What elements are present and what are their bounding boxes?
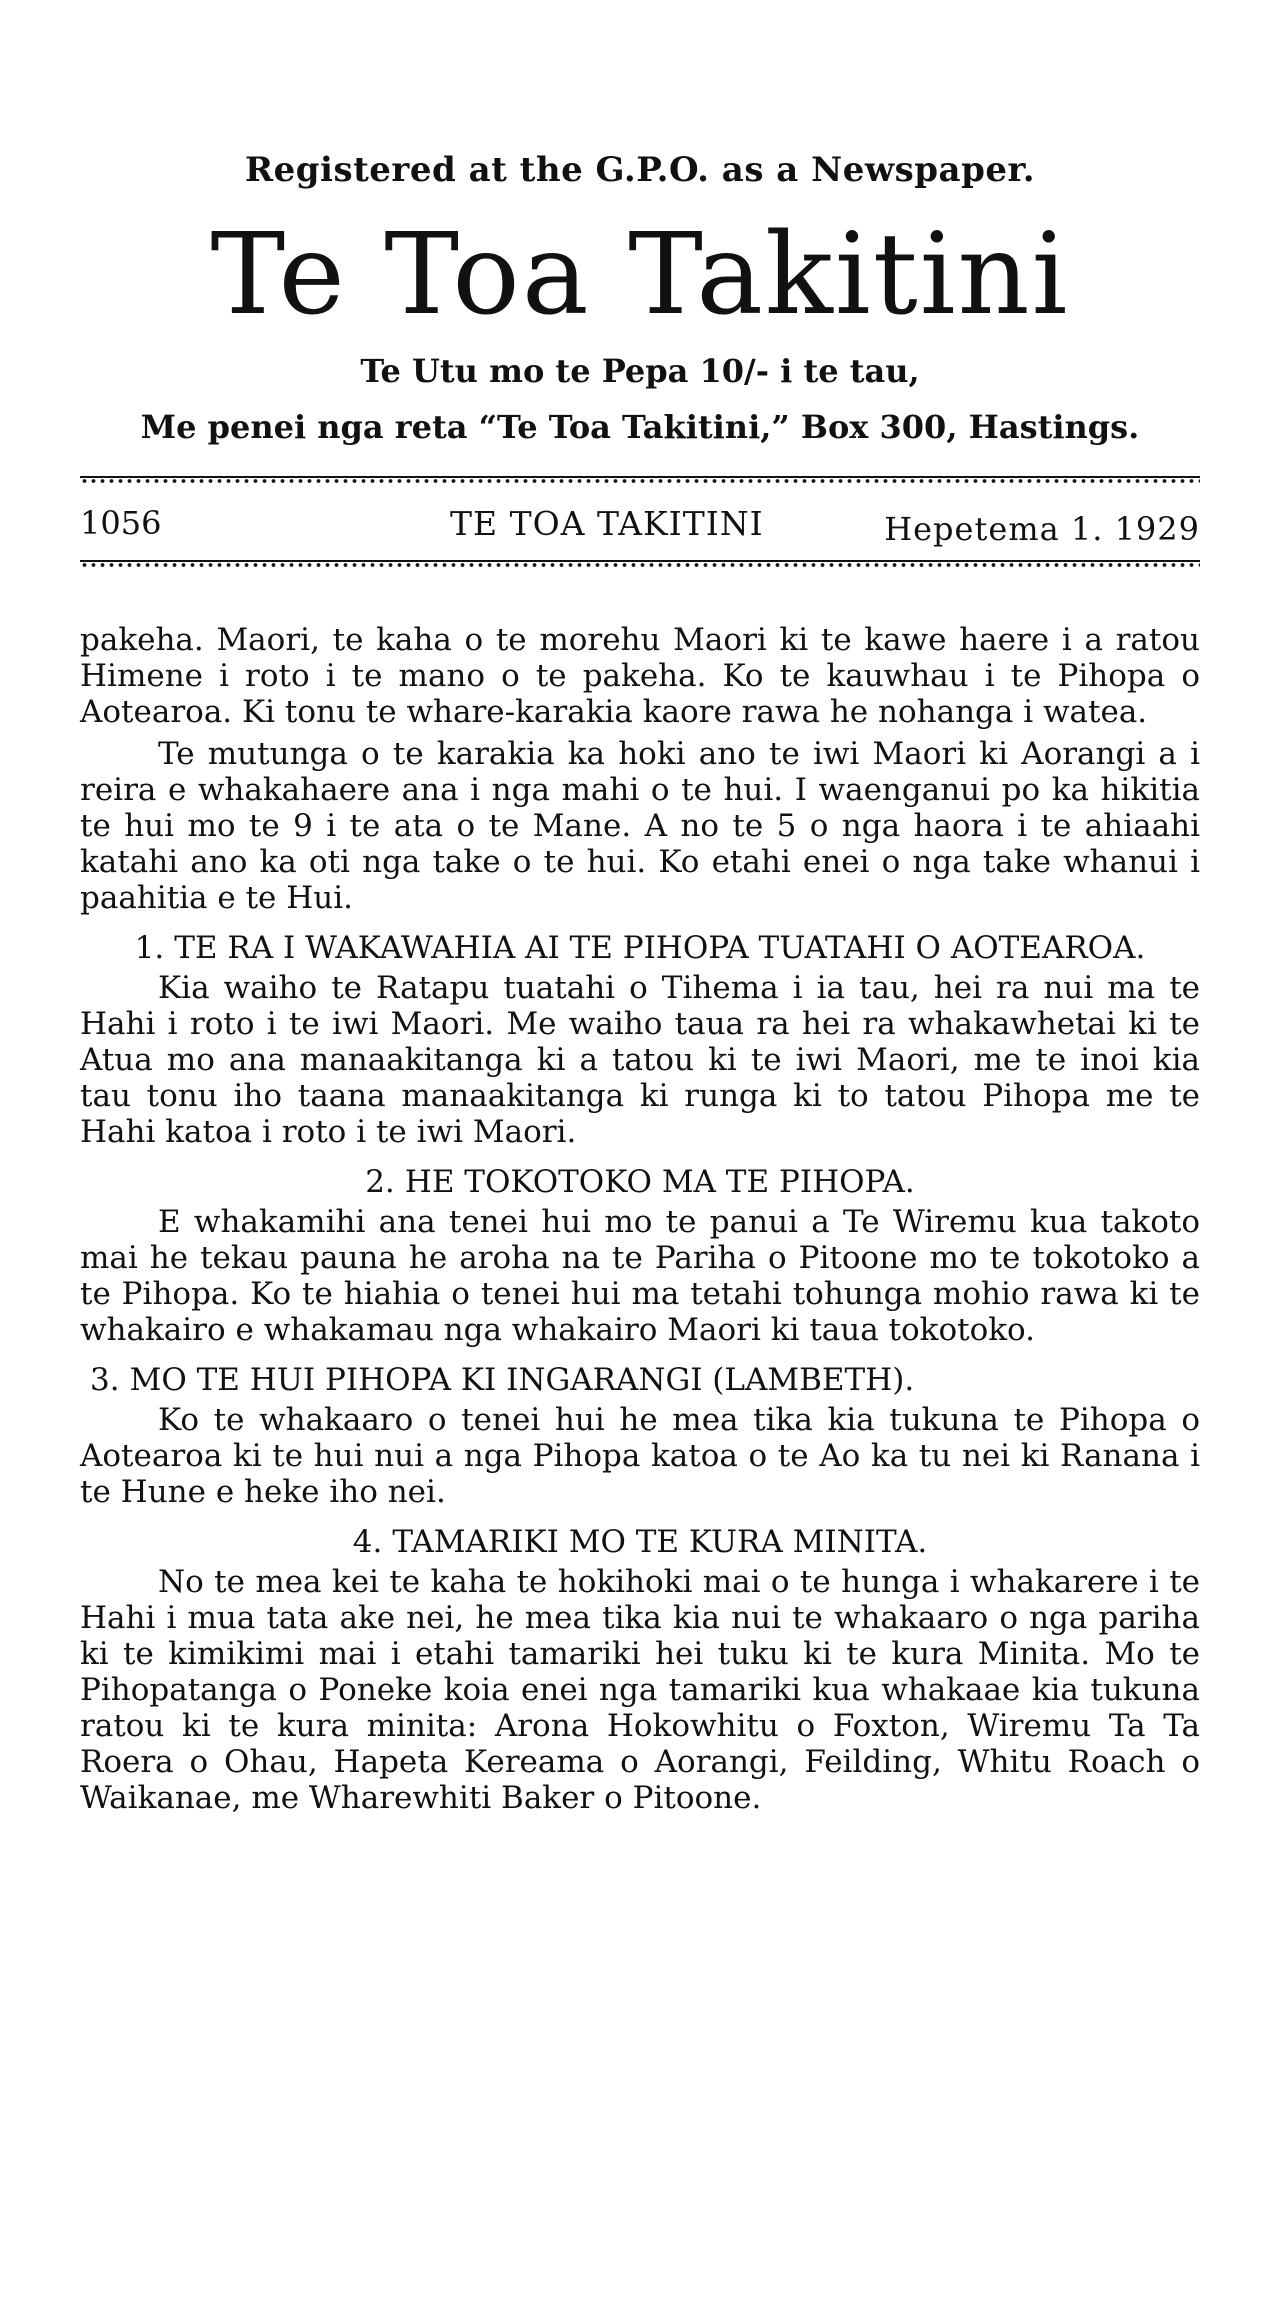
section-paragraph-3: Ko te whakaaro o tenei hui he mea tika kia tukuna te Pihopa o Aotearoa ki te hui nui a nga Pihopa katoa o te Ao ka tu nei ki Ranana i te Hune e heke iho nei. <box>80 1402 1200 1510</box>
section-paragraph-4: No te mea kei te kaha te hokihoki mai o te hunga i whakarere i te Hahi i mua tata ake nei, he mea tika kia nui te whakaaro o nga pariha ki te kimikimi mai i etahi tamariki hei tuku ki te kura Minita. Mo te Pihopatanga o Poneke koia enei nga tamariki kua whakaae kia tukuna ratou ki te kura minita: Arona Hokowhitu o Foxton, Wiremu Ta Ta Roera o Ohau, Hapeta Kereama o Aorangi, Feilding, Whitu Roach o Waikanae, me Wharewhiti Baker o Pitoone. <box>80 1564 1200 1816</box>
section-title: MO TE HUI PIHOPA KI INGARANGI (LAMBETH). <box>129 1362 915 1398</box>
section-paragraph-2: E whakamihi ana tenei hui mo te panui a Te Wiremu kua takoto mai he tekau pauna he aroha na te Pariha o Pitoone mo te tokotoko a te Pihopa. Ko te hiahia o tenei hui ma tetahi tohunga mohio rawa ki te whakairo e whakamau nga whakairo Maori ki taua tokotoko. <box>80 1204 1200 1348</box>
ornamental-rule-top <box>80 476 1200 484</box>
section-title: TE RA I WAKAWAHIA AI TE PIHOPA TUATAHI O AOTEAROA. <box>174 930 1146 966</box>
issue-header <box>80 500 1200 550</box>
newspaper-page <box>80 0 1200 2297</box>
section-number: 4. <box>352 1524 383 1560</box>
postal-address: Me penei nga reta “Te Toa Takitini,” Box 300, Hastings. <box>140 408 1140 446</box>
newspaper-title: Te Toa Takitini <box>210 210 1070 340</box>
paragraph-service-end: Te mutunga o te karakia ka hoki ano te iwi Maori ki Aorangi a i reira e whakahaere ana i nga mahi o te hui. I waenganui po ka hikitia te hui mo te 9 i te ata o te Mane. A no te 5 o nga haora i te ahiaahi katahi ano ka oti nga take o te hui. Ko etahi enei o nga take whanui i paahitia e te Hui. <box>80 736 1200 916</box>
ornamental-rule-bottom <box>80 560 1200 568</box>
section-title: HE TOKOTOKO MA TE PIHOPA. <box>404 1164 915 1200</box>
section-heading-4 <box>80 1524 1200 1560</box>
section-heading-2 <box>80 1164 1200 1200</box>
section-paragraph-1: Kia waiho te Ratapu tuatahi o Tihema i ia tau, hei ra nui ma te Hahi i roto i te iwi Maori. Me waiho taua ra hei ra whakawhetai ki te Atua mo ana manaakitanga ki a tatou ki te iwi Maori, me te inoi kia tau tonu iho taana manaakitanga ki runga ki to tatou Pihopa me te Hahi katoa i roto i te iwi Maori. <box>80 970 1200 1150</box>
page-number: 1056 <box>80 504 162 542</box>
paragraph-continued: pakeha. Maori, te kaha o te morehu Maori ki te kawe haere i a ratou Himene i roto i te mano o te pakeha. Ko te kauwhau i te Pihopa o Aotearoa. Ki tonu te whare-karakia kaore rawa he nohanga i watea. <box>80 622 1200 730</box>
issue-date: Hepetema 1. 1929 <box>884 510 1200 548</box>
section-number: 1. <box>134 930 165 966</box>
registration-notice: Registered at the G.P.O. as a Newspaper. <box>244 150 1036 190</box>
section-number: 3. <box>90 1362 120 1398</box>
article-body <box>80 622 1200 1816</box>
running-title: TE TOA TAKITINI <box>450 504 764 543</box>
section-heading-3 <box>80 1362 1200 1398</box>
section-title: TAMARIKI MO TE KURA MINITA. <box>392 1524 928 1560</box>
subscription-price: Te Utu mo te Pepa 10/- i te tau, <box>360 352 920 390</box>
section-heading-1 <box>80 930 1200 966</box>
section-number: 2. <box>365 1164 395 1200</box>
